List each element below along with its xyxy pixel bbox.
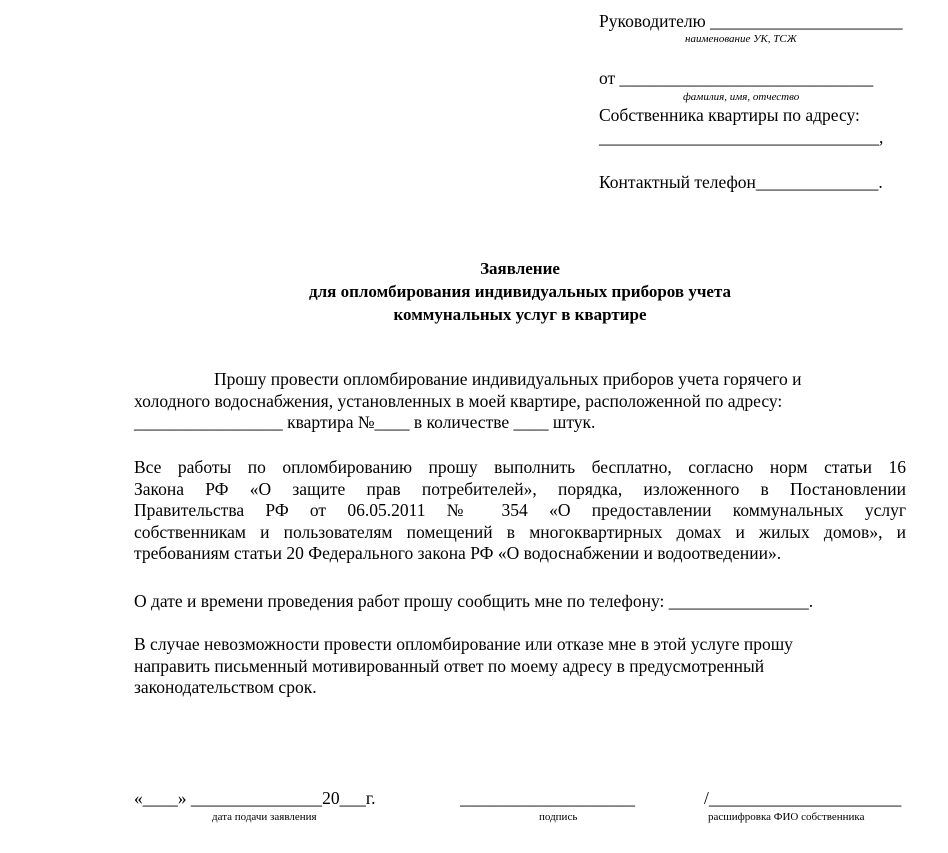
document-subtitle-1: для опломбирования индивидуальных приборов учета: [308, 282, 732, 301]
paragraph-line: Закона РФ «О защите прав потребителей», порядка, изложенного в Постановлении: [134, 478, 906, 499]
sender-line: от _____________________________: [599, 68, 874, 88]
paragraph-contact: [134, 591, 906, 613]
sender-hint: фамилия, имя, отчество: [683, 91, 800, 103]
paragraph-line: требованиям статьи 20 Федерального закона РФ «О водоснабжении и водоотведении».: [134, 543, 782, 564]
date-hint: дата подачи заявления: [212, 811, 317, 823]
owner-address-line: ________________________________,: [599, 127, 884, 147]
document-subtitle-2: коммунальных услуг в квартире: [393, 305, 647, 324]
paragraph-line: Прошу провести опломбирование индивидуальных приборов учета горячего и: [214, 369, 802, 389]
paragraph-line: _________________ квартира №____ в количестве ____ штук.: [134, 412, 596, 433]
document-title: Заявление: [480, 259, 560, 278]
date-line: «____» _______________20___г.: [134, 788, 376, 808]
paragraph-line: Правительства РФ от 06.05.2011 № 354 «О предоставлении коммунальных услуг: [134, 500, 906, 521]
paragraph-refusal: [134, 634, 906, 699]
paragraph-legal-basis: [134, 457, 906, 565]
signature-hint: подпись: [539, 811, 578, 823]
paragraph-line: В случае невозможности провести опломбирование или отказе мне в этой услуге прошу: [134, 634, 793, 654]
paragraph-line: собственникам и пользователям помещений в многоквартирных домах и жилых домов», и: [134, 521, 906, 542]
paragraph-line: направить письменный мотивированный ответ по моему адресу в предусмотренный: [134, 655, 765, 676]
recipient-line: Руководителю ______________________: [599, 11, 903, 31]
owner-label: Собственника квартиры по адресу:: [599, 105, 860, 125]
paragraph-request: [134, 369, 906, 434]
phone-line: Контактный телефон______________.: [599, 172, 883, 192]
recipient-hint: наименование УК, ТСЖ: [685, 33, 797, 45]
signature-line: ____________________: [460, 788, 635, 808]
paragraph-line: холодного водоснабжения, установленных в моей квартире, расположенной по адресу:: [134, 390, 783, 411]
paragraph-line: Все работы по опломбированию прошу выполнить бесплатно, согласно норм статьи 16: [134, 457, 906, 477]
paragraph-line: законодательством срок.: [134, 677, 317, 698]
name-decode-hint: расшифровка ФИО собственника: [708, 811, 865, 823]
name-decode-line: /______________________: [704, 788, 902, 808]
paragraph-line: О дате и времени проведения работ прошу сообщить мне по телефону: ________________.: [134, 591, 814, 611]
